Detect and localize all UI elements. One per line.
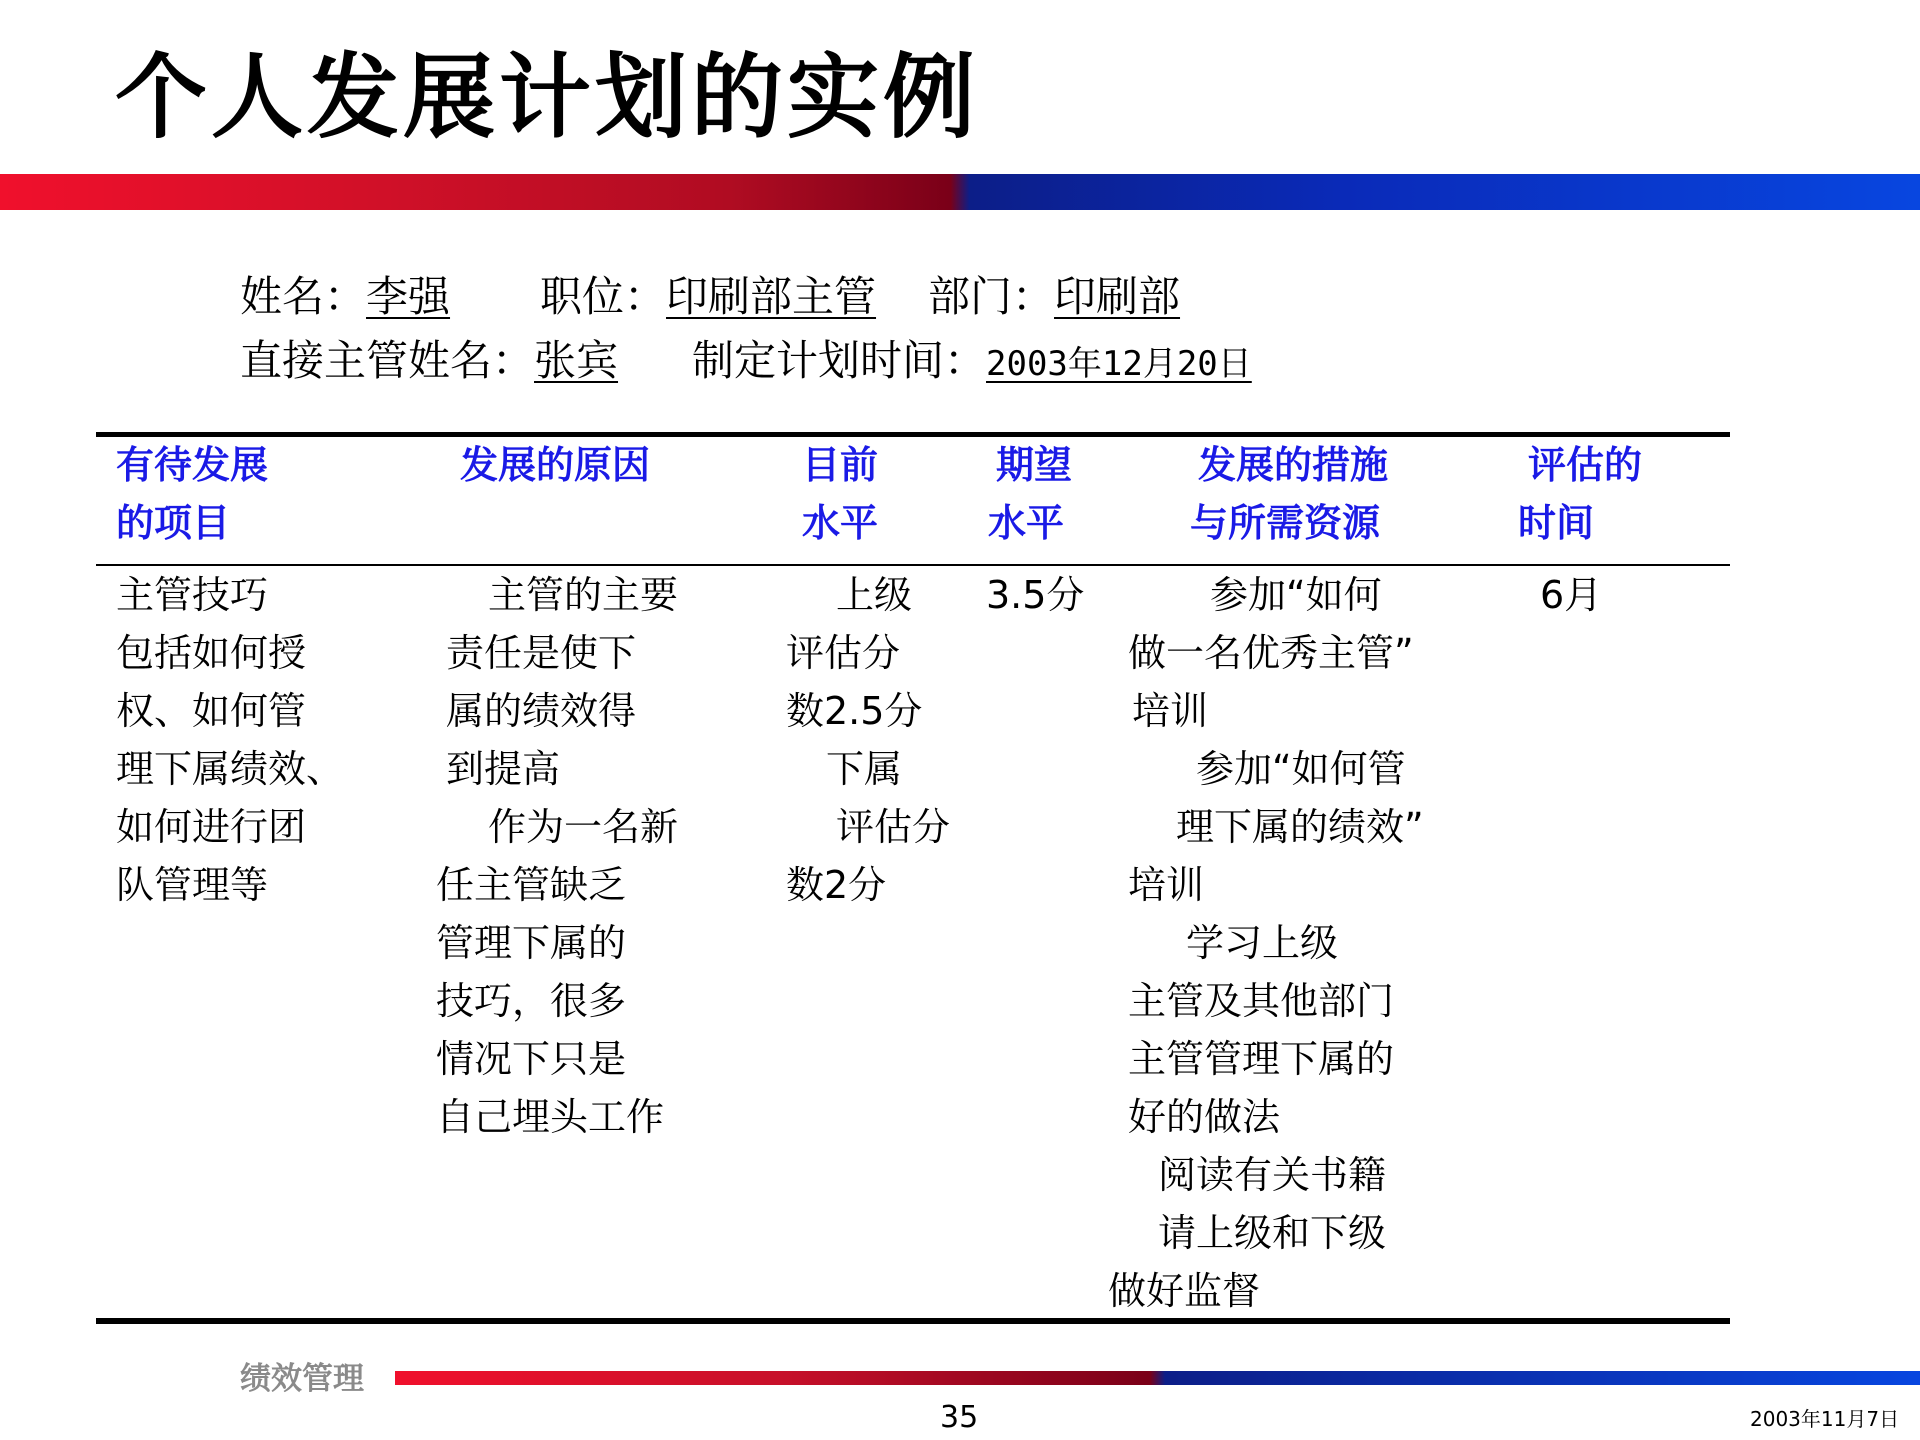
supervisor-value: 张宾 xyxy=(534,336,619,385)
cell-expected-level: 3.5分 xyxy=(986,573,1085,617)
department-value: 印刷部 xyxy=(1054,272,1181,321)
title-divider-bar xyxy=(0,174,1920,210)
header-current-level: 目前 水平 xyxy=(802,443,879,545)
plan-date-field xyxy=(692,336,1252,386)
name-field xyxy=(240,272,450,322)
footer-divider-bar xyxy=(395,1371,1920,1385)
plan-date-label: 制定计划时间： xyxy=(692,336,987,385)
position-field xyxy=(540,272,876,322)
page-title: 个人发展计划的实例 xyxy=(115,44,980,151)
cell-evaluation-time: 6月 xyxy=(1540,573,1603,617)
cell-current-level: 上级 评估分 数2.5分 下属 评估分 数2分 xyxy=(786,573,951,907)
position-label: 职位： xyxy=(540,272,667,321)
table-bottom-rule xyxy=(96,1318,1730,1324)
department-label: 部门： xyxy=(928,272,1055,321)
footer-date: 2003年11月7日 xyxy=(1750,1407,1900,1431)
header-measures-resources: 发展的措施 与所需资源 xyxy=(1190,443,1389,545)
header-development-reason: 发展的原因 xyxy=(460,443,651,487)
supervisor-label: 直接主管姓名： xyxy=(240,336,535,385)
position-value: 印刷部主管 xyxy=(666,272,877,321)
cell-development-reason: 主管的主要 责任是使下 属的绩效得 到提高 作为一名新 任主管缺乏 管理下属的 技巧，很多 情况下只是 自己埋头工作 xyxy=(436,573,679,1139)
footer-section-label: 绩效管理 xyxy=(240,1361,364,1397)
cell-development-item: 主管技巧 包括如何授 权、如何管 理下属绩效、 如何进行团 队管理等 xyxy=(116,573,345,907)
name-label: 姓名： xyxy=(240,272,367,321)
plan-date-value: 2003年12月20日 xyxy=(986,344,1252,384)
header-development-item: 有待发展 的项目 xyxy=(116,443,269,545)
page-number: 35 xyxy=(940,1400,979,1435)
department-field xyxy=(928,272,1180,322)
name-value: 李强 xyxy=(366,272,451,321)
header-expected-level: 期望 水平 xyxy=(988,443,1073,545)
supervisor-field xyxy=(240,336,618,386)
header-evaluation-time: 评估的 时间 xyxy=(1518,443,1643,545)
table-top-rule xyxy=(96,432,1730,437)
cell-measures-resources: 参加“如何 做一名优秀主管” 培训 参加“如何管 理下属的绩效” 培训 学习上级 主管及其他部门 主管管理下属的 好的做法 阅读有关书籍 请上级和下级 做好监督 xyxy=(1108,573,1424,1313)
